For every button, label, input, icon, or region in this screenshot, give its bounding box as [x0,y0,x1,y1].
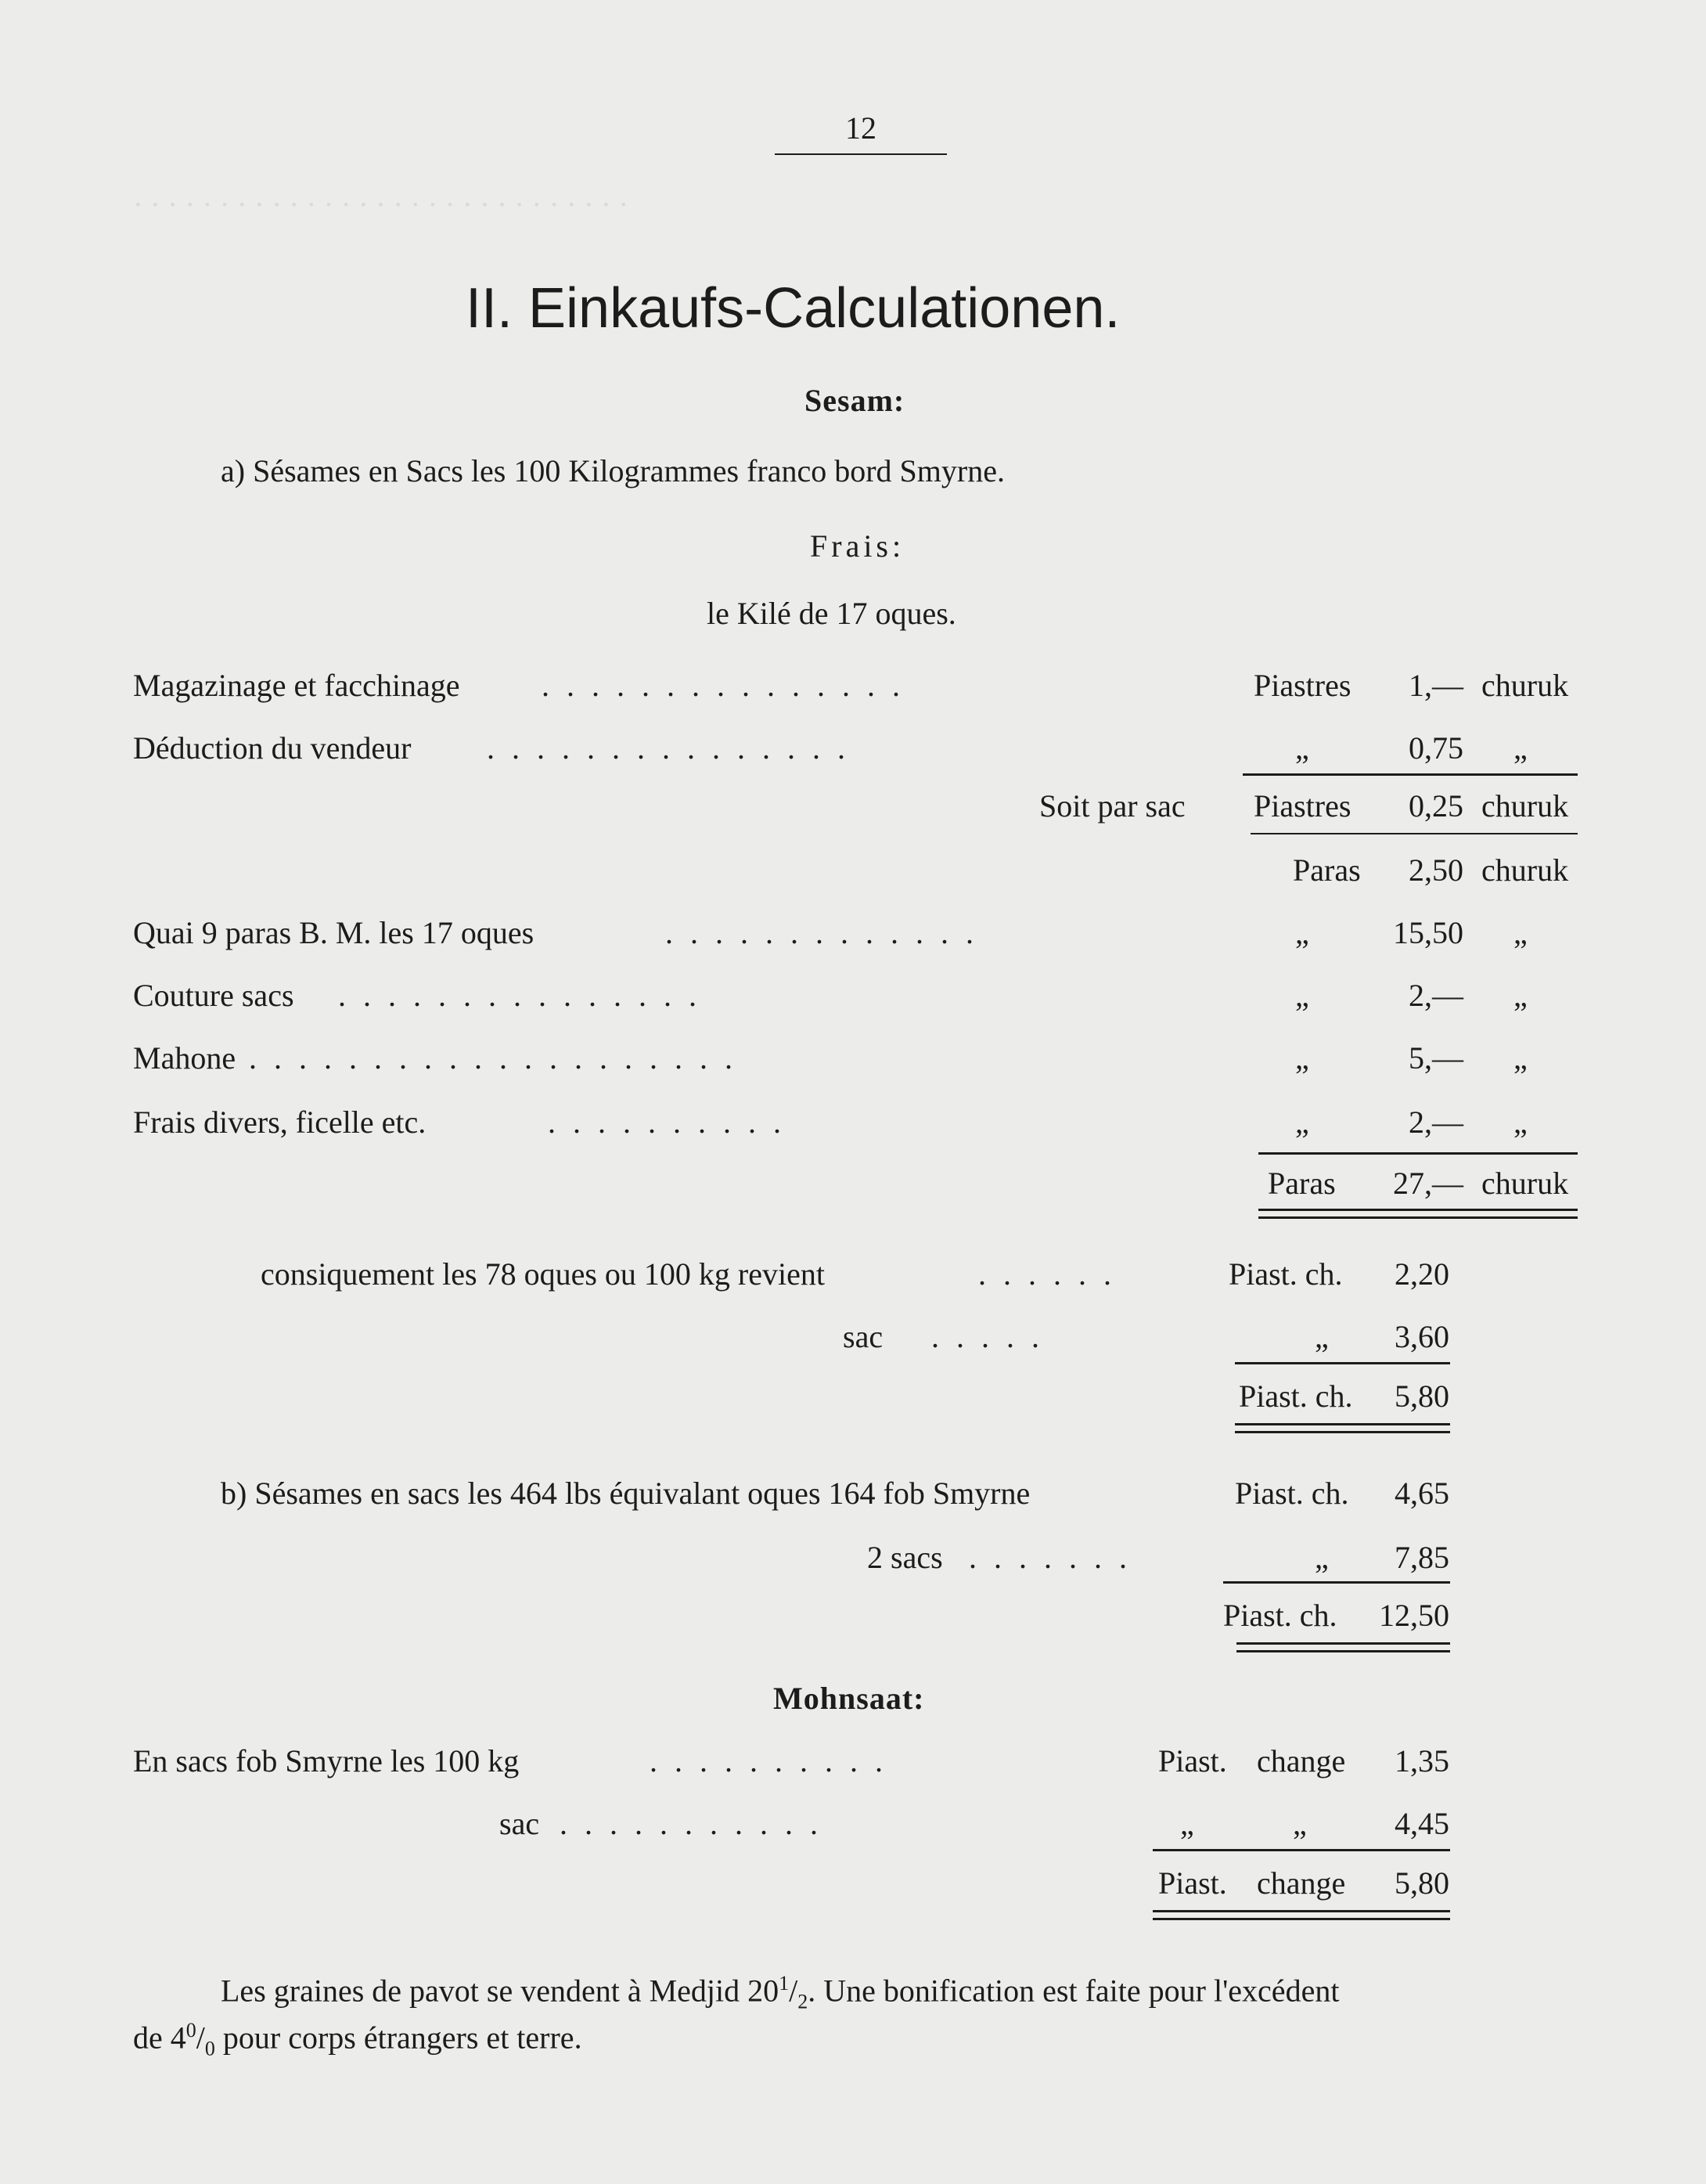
row-label: Déduction du vendeur [133,730,412,766]
mohn-unit2: change [1257,1865,1346,1901]
leader-dots: .................... [249,1040,750,1076]
mohn-unit2: change [1257,1743,1346,1779]
sesam-b-label: b) Sésames en sacs les 464 lbs équivalant oques 164 fob Smyrne [221,1476,1031,1511]
total-rule [1153,1918,1450,1920]
b-unit: „ [1315,1540,1329,1575]
footer-line-2: de $4^0/_0$ pour corps étrangers et terre. [133,2019,582,2060]
fraction-denominator: 2 [797,1990,808,2013]
cons-value: 5,80 [1395,1379,1449,1414]
section-heading-sesam: Sesam: [804,383,905,418]
mohn-label: En sacs fob Smyrne les 100 kg [133,1743,520,1779]
frais-heading: Frais: [810,528,905,564]
row-unit: Piastres [1254,668,1351,703]
row-unit: „ [1295,1105,1309,1140]
footer-line-1-pre: Les graines de pavot se vendent à Medjid 20 [221,1973,779,2009]
page-number: 12 [845,110,876,146]
row-suffix: „ [1513,915,1528,950]
total-rule [1258,1209,1578,1211]
mohn-unit1: „ [1180,1806,1194,1841]
row-unit: Paras [1293,852,1361,888]
percent-top: 0 [185,2019,196,2042]
subtotal-rule [1243,773,1578,776]
footer-line-1: Les graines de pavot se vendent à Medjid $20^1/_2$. Une bonification est faite pour l'excédent [221,1972,1340,2013]
leader-dots: ............... [338,978,714,1013]
row-label: Quai 9 paras B. M. les 17 oques [133,915,534,950]
bleed-through: · · · · · · · · · · · · · · · · · · · · · · · · · · · · · [133,189,628,222]
total-rule [1236,1650,1450,1652]
leader-dots: ............. [665,915,991,950]
row-label: Soit par sac [1039,788,1186,824]
row-suffix: churuk [1481,852,1569,888]
leader-dots: ....... [969,1540,1144,1575]
sesam-a-intro: a) Sésames en Sacs les 100 Kilogrammes franco bord Smyrne. [221,453,1005,488]
cons-label: sac [843,1319,884,1354]
row-suffix: „ [1513,1105,1528,1140]
row-value: 0,75 [1409,730,1463,766]
row-value: 27,— [1393,1166,1463,1201]
total-rule [1153,1910,1450,1912]
row-value: 15,50 [1393,915,1463,950]
row-label: Frais divers, ficelle etc. [133,1105,426,1140]
section-heading-mohnsaat: Mohnsaat: [773,1681,925,1716]
frais-subheading: le Kilé de 17 oques. [707,596,956,631]
fraction-numerator: 1 [779,1972,790,1995]
mohn-value: 5,80 [1395,1865,1449,1901]
row-unit: „ [1295,1040,1309,1076]
mohn-label: sac [499,1806,540,1841]
subtotal-rule [1153,1849,1450,1851]
row-unit: Piastres [1254,788,1351,824]
mohn-value: 4,45 [1395,1806,1449,1841]
row-suffix: „ [1513,1040,1528,1076]
row-value: 1,— [1409,668,1463,703]
leader-dots: ............... [542,668,917,703]
footer-line-1-post: . Une bonification est faite pour l'excédent [808,1973,1340,2009]
leader-dots: ...... [978,1256,1128,1292]
leader-dots: .......... [548,1105,798,1140]
b-value: 12,50 [1379,1598,1449,1633]
row-value: 2,50 [1409,852,1463,888]
mohn-unit1: Piast. [1158,1743,1227,1779]
percent-bottom: 0 [204,2037,215,2060]
row-unit: „ [1295,915,1309,950]
row-label: Couture sacs [133,978,294,1013]
total-rule [1235,1431,1450,1433]
row-label: Magazinage et facchinage [133,668,460,703]
row-value: 2,— [1409,978,1463,1013]
b-unit: Piast. ch. [1235,1476,1349,1511]
cons-label: consiquement les 78 oques ou 100 kg revient [261,1256,825,1292]
row-suffix: „ [1513,730,1528,766]
subtotal-rule [1223,1581,1450,1584]
row-suffix: churuk [1481,668,1569,703]
row-value: 2,— [1409,1105,1463,1140]
cons-unit: Piast. ch. [1229,1256,1343,1292]
page-title: II. Einkaufs-Calculationen. [466,277,1121,340]
leader-dots: .......... [650,1743,900,1779]
subtotal-rule [1258,1152,1578,1155]
footer-line-2-post: pour corps étrangers et terre. [214,2020,582,2056]
row-unit: „ [1295,730,1309,766]
b-value: 4,65 [1395,1476,1449,1511]
leader-dots: ........... [560,1806,835,1841]
mohn-value: 1,35 [1395,1743,1449,1779]
row-value: 5,— [1409,1040,1463,1076]
row-suffix: churuk [1481,788,1569,824]
row-label: Mahone [133,1040,236,1076]
total-rule [1236,1642,1450,1645]
cons-value: 3,60 [1395,1319,1449,1354]
row-suffix: „ [1513,978,1528,1013]
row-unit: Paras [1268,1166,1336,1201]
b-value: 7,85 [1395,1540,1449,1575]
total-rule [1235,1423,1450,1425]
subtotal-rule [1251,833,1578,834]
row-value: 0,25 [1409,788,1463,824]
total-rule [1258,1216,1578,1219]
subtotal-rule [1235,1362,1450,1364]
row-unit: „ [1295,978,1309,1013]
page-number-rule [775,153,947,155]
leader-dots: ..... [931,1319,1056,1354]
mohn-unit1: Piast. [1158,1865,1227,1901]
b-unit: Piast. ch. [1223,1598,1337,1633]
row-suffix: churuk [1481,1166,1569,1201]
mohn-unit2: „ [1293,1806,1307,1841]
cons-value: 2,20 [1395,1256,1449,1292]
leader-dots: ............... [487,730,862,766]
b-label: 2 sacs [867,1540,943,1575]
footer-line-2-pre: de 4 [133,2020,186,2056]
cons-unit: „ [1315,1319,1329,1354]
cons-unit: Piast. ch. [1239,1379,1353,1414]
